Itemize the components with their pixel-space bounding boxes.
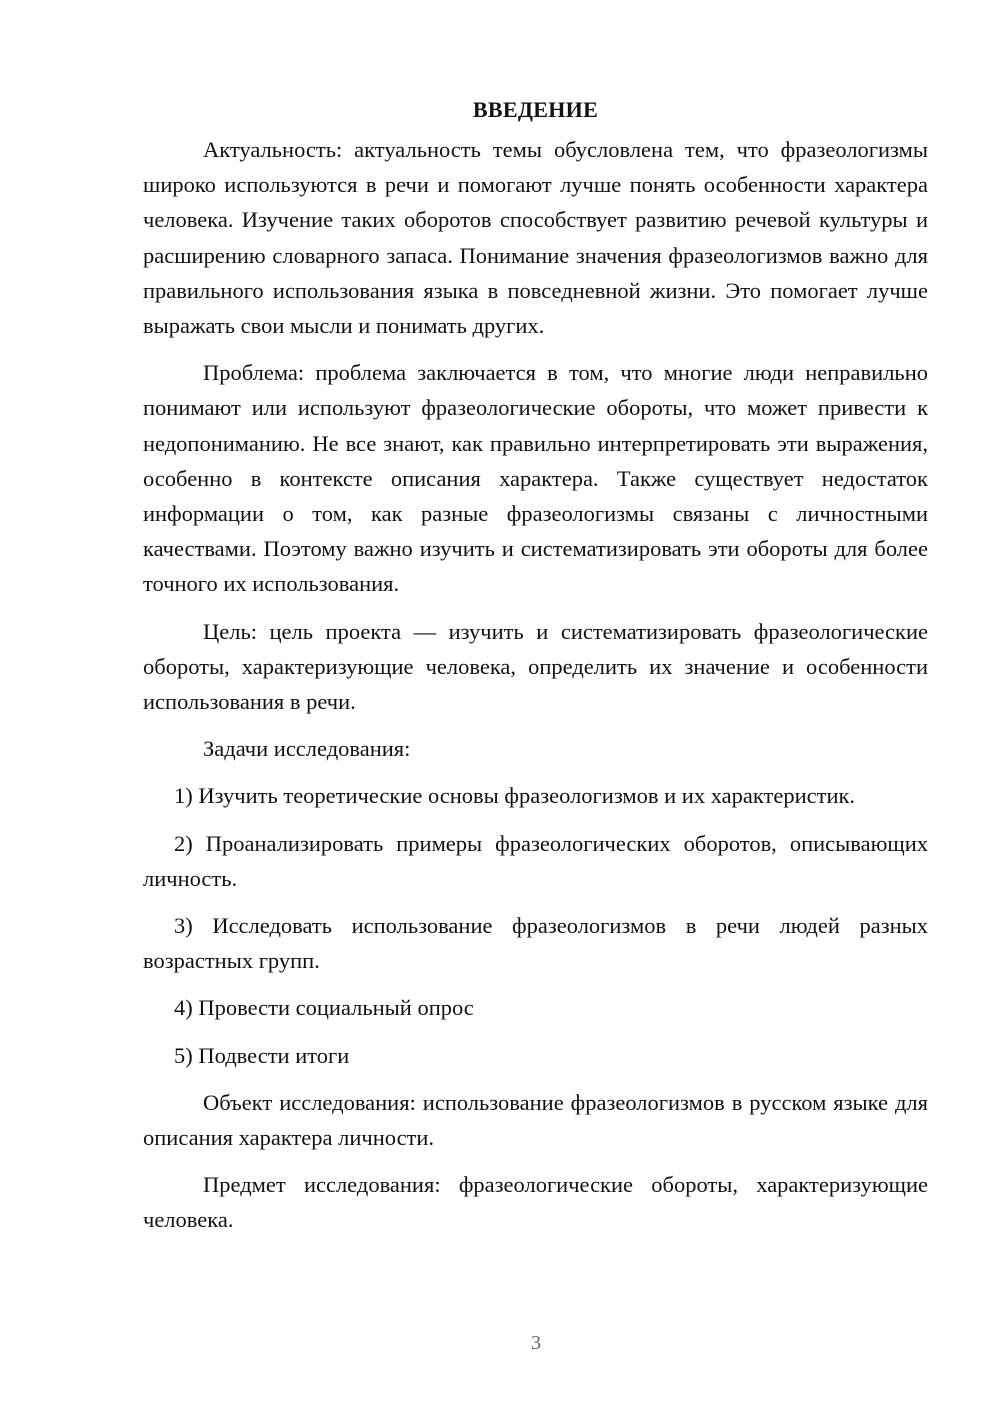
goal-paragraph: Цель: цель проекта — изучить и систематизировать фразеологические обороты, характеризующие человека, определить их значение и особенности использования в речи.: [143, 618, 928, 715]
object-paragraph: Объект исследования: использование фразеологизмов в русском языке для описания характера личности.: [143, 1089, 928, 1151]
relevance-paragraph: Актуальность: актуальность темы обусловлена тем, что фразеологизмы широко используются в речи и помогают лучше понять особенности характера человека. Изучение таких оборотов способствует развитию речевой культуры и расширению словарного запаса. Понимание значения фразеологизмов важно для правильного использования языка в повседневной жизни. Это помогает лучше выражать свои мысли и понимать других.: [143, 137, 928, 339]
tasks-heading: Задачи исследования:: [203, 736, 411, 762]
task-item-3: 3) Исследовать использование фразеологизмов в речи людей разных возрастных групп.: [143, 913, 928, 974]
task-item-5: 5) Подвести итоги: [174, 1042, 350, 1068]
task-item-2: 2) Проанализировать примеры фразеологических оборотов, описывающих личность.: [143, 830, 928, 891]
task-item-1: 1) Изучить теоретические основы фразеологизмов и их характеристик.: [174, 783, 856, 809]
problem-paragraph: Проблема: проблема заключается в том, что многие люди неправильно понимают или используют фразеологические обороты, что может привести к недопониманию. Не все знают, как правильно интерпретировать эти выражения, особенно в контексте описания характера. Также существует недостаток информации о том, как разные фразеологизмы связаны с личностными качествами. Поэтому важно изучить и систематизировать эти обороты для более точного их использования.: [143, 360, 928, 597]
page-title: ВВЕДЕНИЕ: [472, 97, 599, 122]
task-item-4: 4) Провести социальный опрос: [174, 995, 474, 1021]
document-page: [143, 92, 928, 1250]
subject-paragraph: Предмет исследования: фразеологические обороты, характеризующие человека.: [143, 1172, 928, 1233]
page-number: 3: [531, 1332, 541, 1354]
